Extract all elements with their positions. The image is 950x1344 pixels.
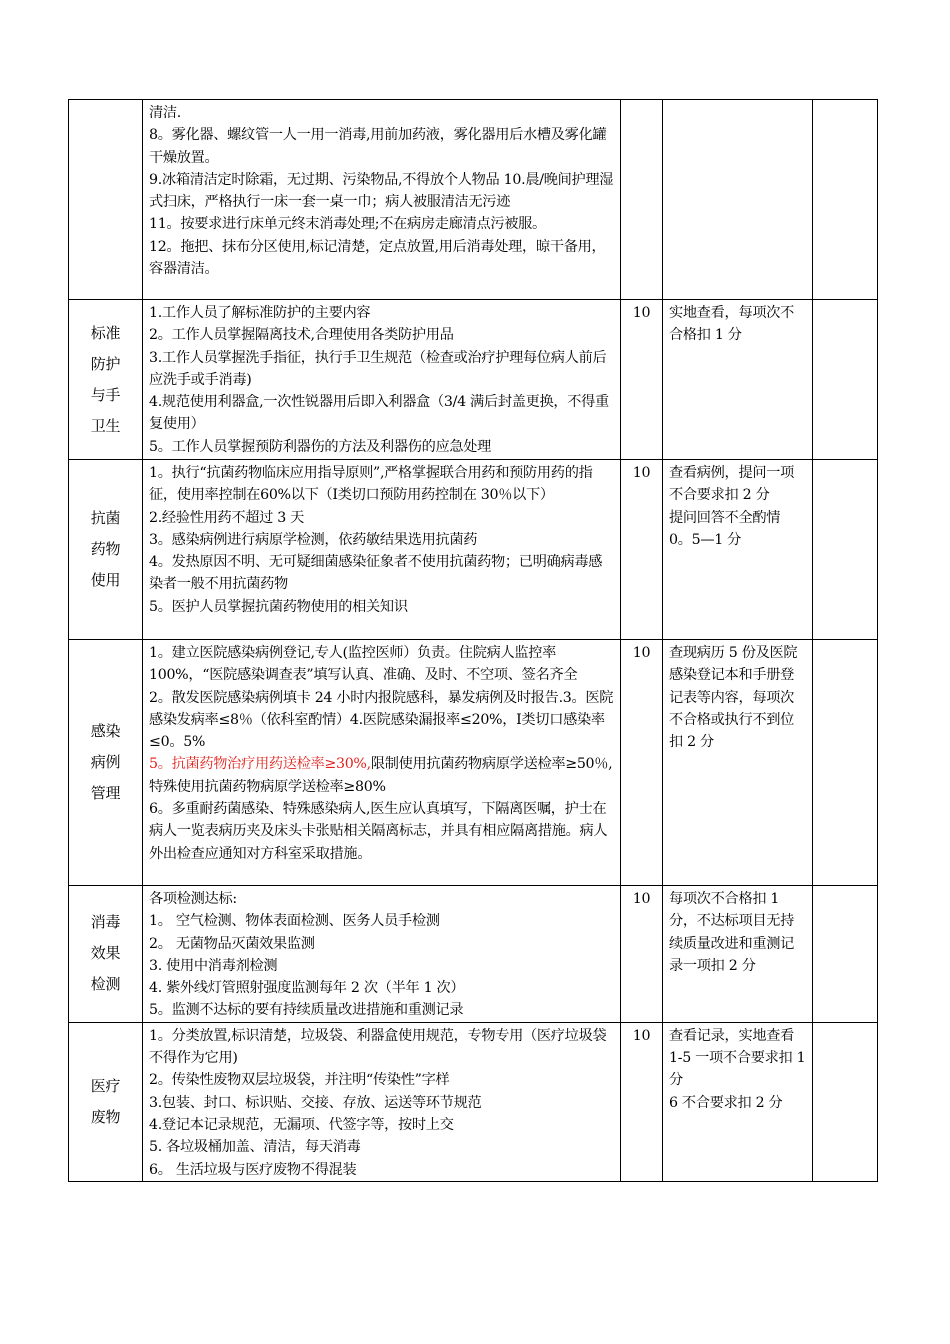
remark-cell [813,886,878,1023]
highlight-text: 5。抗菌药物治疗用药送检率≥30%, [149,756,371,773]
content-text: 限制使用抗菌药物病原学送检率≥50％,特殊使用抗菌药物病原学送检率≥80% [149,756,613,795]
method-line: 查看病例，提问一项不合要求扣 2 分 [669,465,794,504]
table-row [69,300,878,460]
content-line: 6。多重耐药菌感染、特殊感染病人,医生应认真填写，下隔离医嘱，护士在病人一览表病历夹及床头卡张贴相关隔离标志，并具有相应隔离措施。病人外出检查应通知对方科室采取措施。 [149,801,608,862]
content-line: 各项检测达标: [149,891,237,907]
score-cell: 10 [621,1022,663,1181]
category-cell [69,100,143,300]
content-line: 2.经验性用药不超过 3 天 [149,509,305,526]
content-line: 4.登记本记录规范，无漏项、代签字等，按时上交 [149,1116,454,1133]
method-cell [663,460,813,640]
content-line: 2。散发医院感染病例填卡 24 小时内报院感科，暴发病例及时报告.3。医院感染发病率≤8％（依科室酌情）4.医院感染漏报率≤20%，Ⅰ类切口感染率≤0。5% [149,689,614,751]
content-line: 4. 紫外线灯管照射强度监测每年 2 次（半年 1 次） [149,980,465,997]
content-line: 5。监测不达标的要有持续质量改进措施和重测记录 [149,1002,464,1019]
score-cell [621,100,663,300]
content-line: 2。工作人员掌握隔离技术,合理使用各类防护用品 [149,327,454,344]
table-row [69,460,878,640]
content-line: 3.包装、封口、标识贴、交接、存放、运送等环节规范 [149,1094,482,1111]
category-text: 抗菌 [90,509,121,527]
content-line: 3. 使用中消毒剂检测 [149,957,278,974]
content-line: 3.工作人员掌握洗手指征，执行手卫生规范（检查或治疗护理每位病人前后应洗手或手消毒) [149,349,607,388]
method-line: 提问回答不全酌情 0。5—1 分 [669,509,781,548]
method-cell [663,300,813,460]
content-line: 11。按要求进行床单元终末消毒处理;不在病房走廊清点污被服。 [149,216,546,233]
content-line: 1。 空气检测、物体表面检测、医务人员手检测 [149,913,440,930]
category-cell [69,640,143,886]
remark-cell [813,300,878,460]
method-line: 实地查看，每项次不合格扣 1 分 [669,305,794,344]
content-line: 1。执行“抗菌药物临床应用指导原则”,严格掌握联合用药和预防用药的指征，使用率控制在60%以下（Ⅰ类切口预防用药控制在 30％以下） [149,465,593,504]
table-row [69,886,878,1023]
content-cell [143,300,621,460]
category-text: 废物 [90,1107,121,1126]
category-text: 管理 [90,784,121,802]
table-row [69,640,878,886]
category-text: 与手 [90,385,121,404]
content-line: 5. 各垃圾桶加盖、清洁，每天消毒 [149,1139,361,1156]
remark-cell [813,100,878,300]
table-row [69,100,878,300]
category-text: 防护 [90,354,121,373]
content-line: 12。拖把、抹布分区使用,标记清楚，定点放置,用后消毒处理，晾干备用，容器清洁。 [149,238,606,278]
content-line: 9.冰箱清洁定时除霜，无过期、污染物品,不得放个人物品 10.晨/晚间护理湿式扫床，严格执行一床一套一桌一巾；病人被服清洁无污迹 [149,171,614,211]
content-line: 5。医护人员掌握抗菌药物使用的相关知识 [149,598,408,615]
category-text: 标准 [90,323,121,342]
content-line: 8。雾化器、螺纹管一人一用一消毒,用前加药液，雾化器用后水槽及雾化罐干燥放置。 [149,127,607,166]
method-line: 查看记录，实地查看 [669,1027,794,1044]
category-cell [69,886,143,1023]
method-line: 每项次不合格扣 1 分，不达标项目无持续质量改进和重测记录一项扣 2 分 [669,891,794,974]
content-line: 2。 无菌物品灭菌效果监测 [149,935,315,952]
score-cell: 10 [621,886,663,1023]
category-text: 消毒 [90,913,121,932]
inspection-table [68,99,878,1182]
category-text: 检测 [90,975,121,994]
remark-cell [813,640,878,886]
category-text: 使用 [90,571,121,589]
content-line: 1.工作人员了解标准防护的主要内容 [149,305,371,321]
content-line [149,753,614,798]
category-text: 病例 [90,753,121,771]
content-cell [143,460,621,640]
content-line: 1。建立医院感染病例登记,专人(监控医师）负责。住院病人监控率 100%，“医院感染调查表”填写认真、准确、及时、不空项、签名齐全 [149,645,578,684]
category-text: 医疗 [90,1076,121,1095]
category-cell [69,460,143,640]
method-cell [663,100,813,300]
content-line: 1。分类放置,标识清楚，垃圾袋、利器盒使用规范，专物专用（医疗垃圾袋不得作为它用) [149,1027,607,1067]
score-cell: 10 [621,640,663,886]
method-line: 1-5 一项不合要求扣 1 分 [669,1050,806,1089]
content-line: 5。工作人员掌握预防利器伤的方法及利器伤的应急处理 [149,438,492,455]
category-cell [69,300,143,460]
content-cell [143,100,621,300]
content-cell [143,1022,621,1181]
method-cell [663,1022,813,1181]
table-row [69,1022,878,1181]
method-cell [663,640,813,886]
method-line: 查现病历 5 份及医院感染登记本和手册登记表等内容，每项次不合格或执行不到位扣 2 分 [669,645,798,751]
category-cell [69,1022,143,1181]
content-line: 清洁. [149,105,181,121]
score-cell: 10 [621,300,663,460]
remark-cell [813,1022,878,1181]
content-cell [143,886,621,1023]
content-line: 4。发热原因不明、无可疑细菌感染征象者不使用抗菌药物；已明确病毒感染者一般不用抗菌药物 [149,554,603,593]
score-cell: 10 [621,460,663,640]
content-line: 4.规范使用利器盒,一次性锐器用后即入利器盒（3/4 满后封盖更换，不得重复使用） [149,394,609,433]
content-cell [143,640,621,886]
content-line: 6。 生活垃圾与医疗废物不得混装 [149,1161,357,1178]
method-line: 6 不合要求扣 2 分 [669,1094,783,1111]
category-text: 卫生 [90,416,121,435]
remark-cell [813,460,878,640]
category-text: 感染 [90,722,121,740]
category-text: 效果 [90,944,121,963]
content-line: 2。传染性废物双层垃圾袋，并注明“传染性”字样 [149,1072,450,1089]
category-text: 药物 [90,540,121,558]
method-cell [663,886,813,1023]
content-line: 3。感染病例进行病原学检测，依药敏结果选用抗菌药 [149,531,478,548]
